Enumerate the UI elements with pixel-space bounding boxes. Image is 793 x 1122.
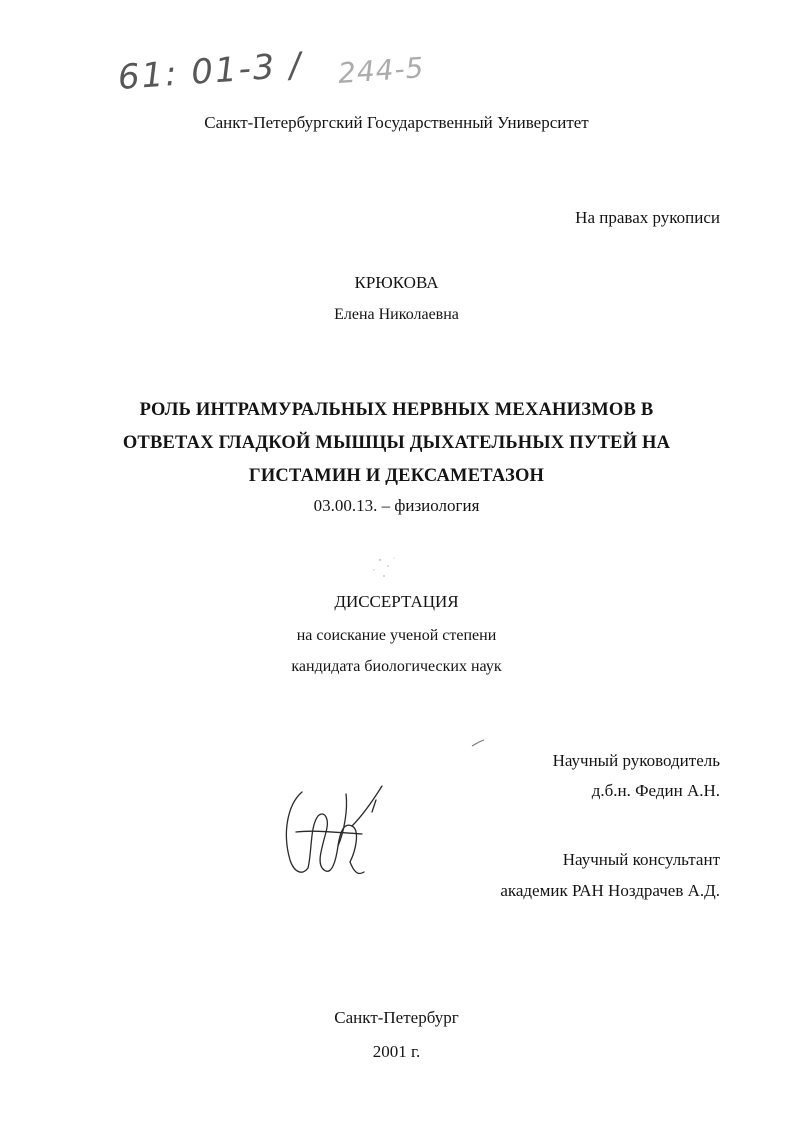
degree-line-1: на соискание ученой степени — [296, 627, 497, 644]
author-surname: КРЮКОВА — [354, 273, 439, 292]
manuscript-rights-note: На правах рукописи — [575, 208, 720, 227]
handwritten-catalog-note: 61: 01-3 / — [116, 45, 304, 98]
city: Санкт-Петербург — [334, 1008, 459, 1027]
consultant-label: Научный консультант — [562, 850, 720, 869]
handwritten-signature — [272, 772, 412, 892]
degree-line-2: кандидата биологических наук — [291, 658, 502, 675]
specialty-code: 03.00.13. – физиология — [313, 496, 480, 515]
university-name: Санкт-Петербургский Государственный Университет — [204, 113, 589, 132]
title-line: ОТВЕТАХ ГЛАДКОЙ МЫШЦЫ ДЫХАТЕЛЬНЫХ ПУТЕЙ НА — [122, 433, 671, 453]
ink-tick-mark — [470, 738, 486, 748]
year: 2001 г. — [372, 1042, 421, 1061]
author-given-names: Елена Николаевна — [334, 306, 459, 323]
scan-smudge-mark — [360, 540, 420, 590]
title-line: ГИСТАМИН И ДЕКСАМЕТАЗОН — [248, 466, 545, 486]
supervisor-label: Научный руководитель — [552, 751, 720, 770]
title-line: РОЛЬ ИНТРАМУРАЛЬНЫХ НЕРВНЫХ МЕХАНИЗМОВ В — [139, 400, 654, 420]
handwritten-catalog-note-faint: 244-5 — [336, 51, 426, 90]
consultant-name: академик РАН Ноздрачев А.Д. — [500, 881, 720, 900]
dissertation-title — [0, 394, 793, 493]
work-type: ДИССЕРТАЦИЯ — [334, 592, 459, 611]
supervisor-name: д.б.н. Федин А.Н. — [591, 781, 720, 800]
